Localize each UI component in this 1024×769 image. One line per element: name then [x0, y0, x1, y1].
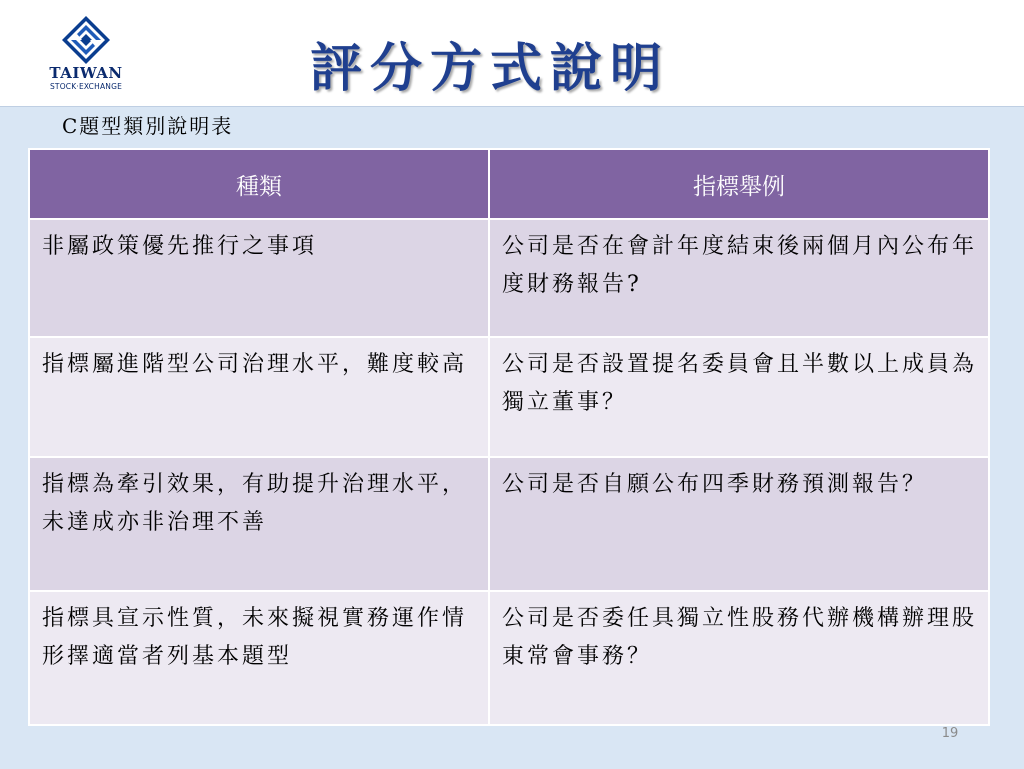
category-table: [28, 148, 990, 726]
table-header-row: [29, 149, 989, 219]
header-category: 種類: [29, 149, 489, 219]
table-row: [29, 457, 989, 591]
slide-header: [0, 0, 1024, 106]
category-cell: 指標具宣示性質，未來擬視實務運作情形擇適當者列基本題型: [29, 591, 489, 725]
logo-subtext: STOCK·EXCHANGE: [49, 82, 123, 91]
category-cell: 指標屬進階型公司治理水平，難度較高: [29, 337, 489, 457]
twse-logo-icon: [40, 14, 132, 66]
table-row: [29, 591, 989, 725]
header-example: 指標舉例: [489, 149, 989, 219]
example-cell: 公司是否設置提名委員會且半數以上成員為獨立董事？: [489, 337, 989, 457]
table-row: [29, 337, 989, 457]
example-cell: 公司是否委任具獨立性股務代辦機構辦理股東常會事務？: [489, 591, 989, 725]
example-cell: 公司是否自願公布四季財務預測報告？: [489, 457, 989, 591]
table-caption: C題型類別說明表: [62, 114, 234, 138]
category-table-container: [28, 148, 988, 720]
category-cell: 指標為牽引效果，有助提升治理水平，未達成亦非治理不善: [29, 457, 489, 591]
twse-logo: [40, 14, 132, 96]
logo-wordmark: TAIWAN: [49, 64, 123, 82]
category-cell: 非屬政策優先推行之事項: [29, 219, 489, 337]
example-cell: 公司是否在會計年度結束後兩個月內公布年度財務報告?: [489, 219, 989, 337]
slide-title: 評分方式說明: [310, 39, 671, 99]
table-row: [29, 219, 989, 337]
page-number: 19: [941, 726, 959, 741]
